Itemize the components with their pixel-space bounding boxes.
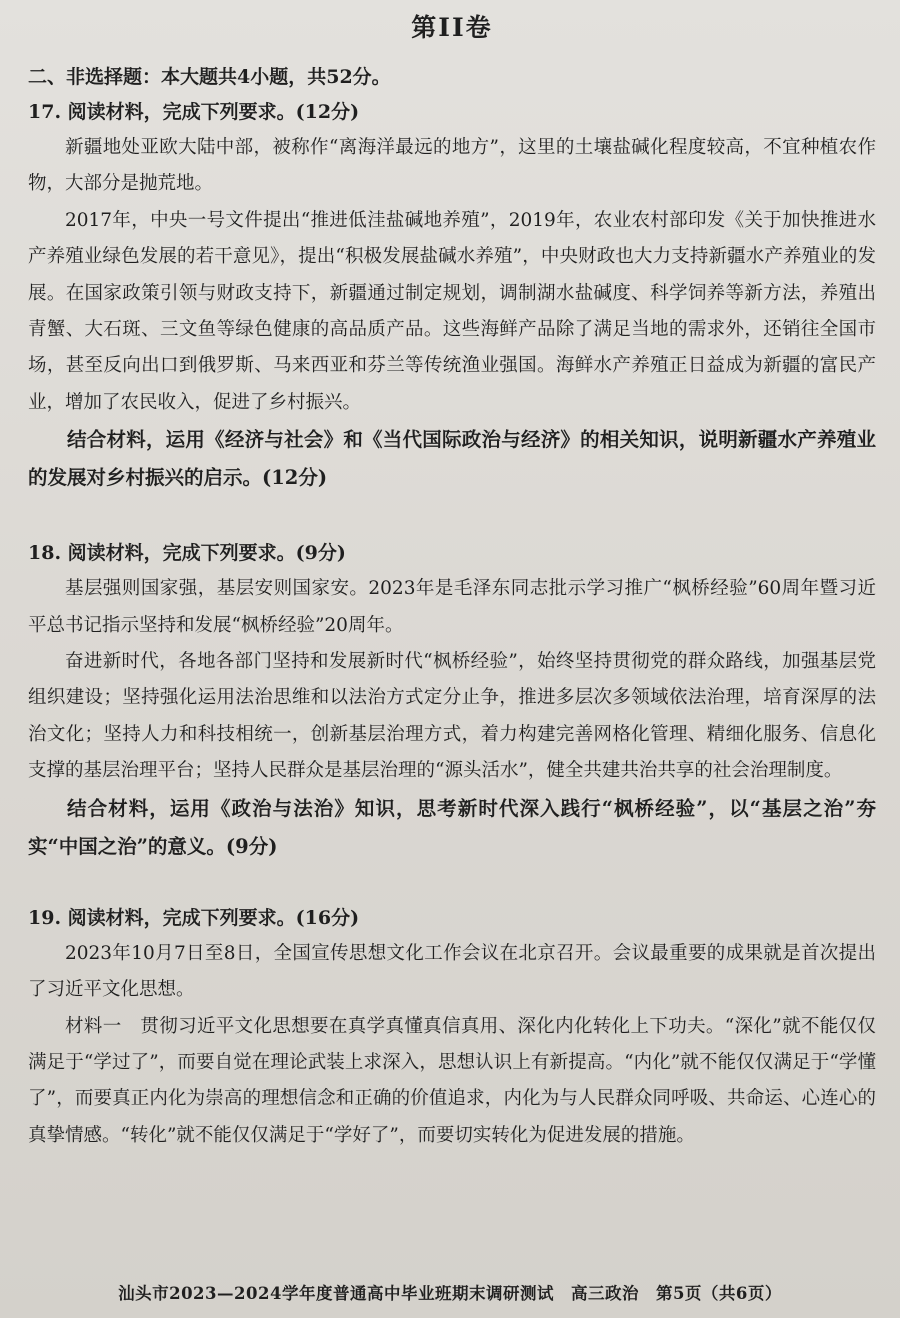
question-18-paragraph-1: 基层强则国家强，基层安则国家安。2023年是毛泽东同志批示学习推广“枫桥经验”60周年暨习近平总书记指示坚持和发展“枫桥经验”20周年。	[28, 578, 876, 636]
question-19	[28, 900, 876, 1154]
page-footer: 汕头市2023—2024学年度普通高中毕业班期末调研测试 高三政治 第5页（共6页）	[118, 1284, 782, 1303]
question-18-title: 18. 阅读材料，完成下列要求。(9分)	[28, 542, 346, 565]
section-title: 二、非选择题：本大题共4小题，共52分。	[28, 66, 391, 88]
question-19-paragraph-1: 2023年10月7日至8日，全国宣传思想文化工作会议在北京召开。会议最重要的成果就是首次提出了习近平文化思想。	[28, 942, 876, 1001]
answer-space	[28, 497, 876, 535]
question-18-requirement: 结合材料，运用《政治与法治》知识，思考新时代深入践行“枫桥经验”，以“基层之治”夯实“中国之治”的意义。(9分)	[28, 796, 876, 858]
volume-title: 第II卷	[411, 13, 493, 42]
question-18-paragraph-2: 奋进新时代，各地各部门坚持和发展新时代“枫桥经验”，始终坚持贯彻党的群众路线，加强基层党组织建设；坚持强化运用法治思维和以法治方式定分止争，推进多层次多领域依法治理，培育深厚的法治文化；坚持人力和科技相统一，创新基层治理方式，着力构建完善网格化管理、精细化服务、信息化支撑的基层治理平台；坚持人民群众是基层治理的“源头活水”，健全共建共治共享的社会治理制度。	[28, 651, 876, 782]
question-19-title: 19. 阅读材料，完成下列要求。(16分)	[28, 906, 360, 929]
question-17-title: 17. 阅读材料，完成下列要求。(12分)	[28, 101, 360, 123]
question-17-paragraph-1: 新疆地处亚欧大陆中部，被称作“离海洋最远的地方”，这里的土壤盐碱化程度较高，不宜种植农作物，大部分是抛荒地。	[28, 137, 876, 195]
answer-space	[28, 866, 876, 900]
question-19-material-1: 材料一 贯彻习近平文化思想要在真学真懂真信真用、深化内化转化上下功夫。“深化”就不能仅仅满足于“学过了”，而要自觉在理论武装上求深入，思想认识上有新提高。“内化”就不能仅仅满足于“学懂了”，而要真正内化为崇高的理想信念和正确的价值追求，内化为与人民群众同呼吸、共命运、心连心的真挚情感。“转化”就不能仅仅满足于“学好了”，而要切实转化为促进发展的措施。	[28, 1015, 876, 1146]
question-17-paragraph-2: 2017年，中央一号文件提出“推进低洼盐碱地养殖”，2019年，农业农村部印发《关于加快推进水产养殖业绿色发展的若干意见》，提出“积极发展盐碱水养殖”，中央财政也大力支持新疆水产养殖业的发展。在国家政策引领与财政支持下，新疆通过制定规划，调制湖水盐碱度、科学饲养等新方法，养殖出青蟹、大石斑、三文鱼等绿色健康的高品质产品。这些海鲜产品除了满足当地的需求外，还销往全国市场，甚至反向出口到俄罗斯、马来西亚和芬兰等传统渔业强国。海鲜水产养殖正日益成为新疆的富民产业，增加了农民收入，促进了乡村振兴。	[28, 209, 876, 413]
question-17	[28, 94, 876, 497]
question-18	[28, 535, 876, 865]
question-17-requirement: 结合材料，运用《经济与社会》和《当代国际政治与经济》的相关知识，说明新疆水产养殖业的发展对乡村振兴的启示。(12分)	[28, 428, 876, 490]
